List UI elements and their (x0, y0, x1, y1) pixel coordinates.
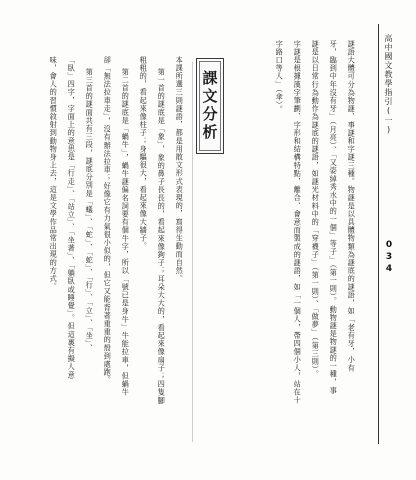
section-divider (192, 62, 193, 442)
body-column: 牙，臨到中年沒有牙」（月亮）、「又姿綽秀水中的一個」等子」（第一則）。動物謎是物謎的一種，事 (329, 40, 339, 395)
running-title: 高中國文教學指引(一) (384, 34, 393, 135)
section-title: 課文分析 (200, 70, 219, 142)
body-column: 字路口等人」（傘）。 (275, 40, 285, 114)
body-column: 卻「無法拉車走」，沒有辦法拉車；好像它有力氣很小似的，但它又能背著重重的殼到處跑。 (103, 56, 113, 385)
body-column: 謎語大體可分為物謎、事謎和字謎三種。物謎是以具體物類為謎底的謎語，如「老有牙，小有 (347, 40, 357, 373)
body-column: 第二首的謎底是「蝸牛」，蝸牛謎偏名詞要有個牛字，所以「號已是身牛」牛能拉車，但蝸牛 (121, 68, 131, 397)
margin-rule (378, 24, 379, 444)
body-column: 味，會人的習慣敘射到動物身上去，這是文學作品常出現的方式。 (49, 56, 59, 291)
body-column: 字謎是根據漢字筆劃、字形和結構特點，離合、會意而製成的謎語，如「一個人，帶四個小人，站在十 (293, 40, 303, 405)
body-column: 粗粗的，看起來像柱子；身驅很大，看起來像大牆子。 (139, 56, 149, 251)
body-column: 第三首的謎面共有三段，謎底分別是「蟻」、「蛇」、「蛇」、「行」、「立」、「坐」、 (85, 68, 95, 353)
section-box-frame (199, 61, 221, 151)
body-column: 第一首的謎底是「象」，象的鼻子長長的，看起來像鉤子；耳朵大大的，看起來像扇子；四隻腳 (157, 68, 167, 405)
body-column: 本課所選三則謎語，都是用散文形式表現的，寫得生動而自然。 (175, 56, 185, 283)
page-number: 034 (384, 240, 394, 276)
body-column: 謎是以日常行為動作為謎底的謎語，如謎光材料中的「穿襪子」（第一則）、「做夢」（第三則）。 (311, 40, 321, 379)
body-column: 「臥」四字，字面上的意思是「行走」、「站立」、「坐著」、「躺臥或睡覺」。但這裏有擬人意 (67, 56, 77, 380)
section-heading-box (196, 58, 224, 154)
